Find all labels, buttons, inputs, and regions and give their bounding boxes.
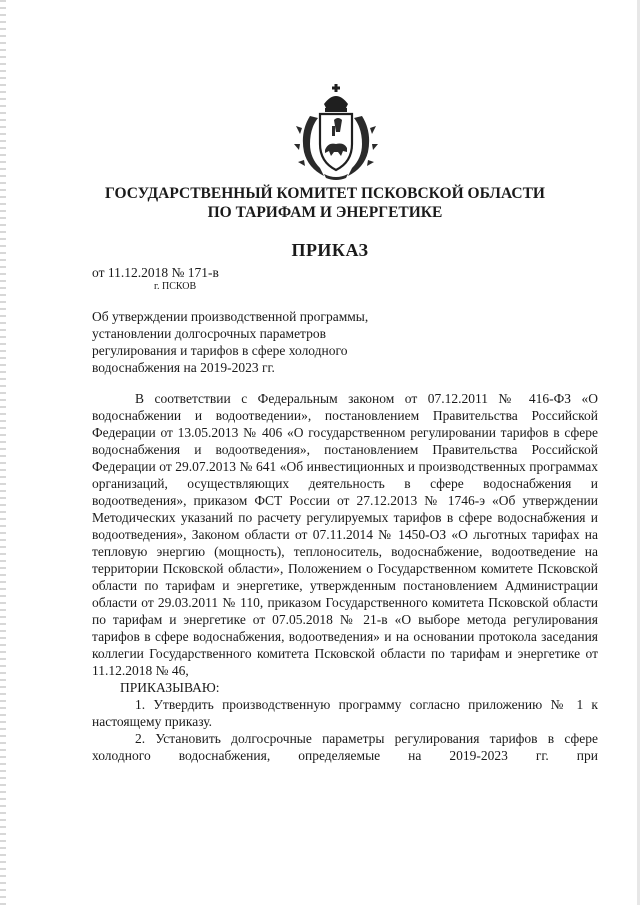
org-title-line2: ПО ТАРИФАМ И ЭНЕРГЕТИКЕ [207,204,443,221]
subject-line: установлении долгосрочных параметров [92,326,326,341]
org-title-line1: ГОСУДАРСТВЕННЫЙ КОМИТЕТ ПСКОВСКОЙ ОБЛАСТИ [104,185,545,202]
order-item-2: 2. Установить долгосрочные параметры регулирования тарифов в сфере холодного водоснабжения, определяемые на 2019-2023 гг. при [92,731,598,763]
subject-line: регулирования и тарифов в сфере холодного [92,343,348,358]
scan-edge-left [0,0,6,905]
order-item-1: 1. Утвердить производственную программу согласно приложению № 1 к настоящему приказу. [92,697,598,729]
doc-type-title: ПРИКАЗ [291,240,369,260]
preamble-paragraph: В соответствии с Федеральным законом от 07.12.2011 № 416-ФЗ «О водоснабжении и водоотведении», постановлением Правительства Российской Федерации от 13.05.2013 № 406 «О государственном регулировании тарифов в сфере водоснабжения и водоотведения», постановлением Правительства Российской Федерации от 29.07.2013 № 641 «Об инвестиционных и производственных программах организаций, осуществляющих деятельность в сфере водоснабжения и водоотведения», приказом ФСТ России от 27.12.2013 № 1746-э «Об утверждении Методических указаний по расчету регулируемых тарифов в сфере водоснабжения и водоотведения», Законом области от 07.11.2014 № 1450-ОЗ «О льготных тарифах на тепловую энергию (мощность), теплоноситель, водоснабжение, водоотведение на территории Псковской области», Положением о Государственном комитете Псковской области по тарифам и энергетике, утвержденным постановлением Администрации области от 29.03.2011 № 110, приказом Государственного комитета Псковской области по тарифам и энергетике от 07.05.2018 № 21-в «О выборе метода регулирования тарифов в сфере водоснабжения, водоотведения» и на основании протокола заседания коллегии Государственного комитета Псковской области по тарифам и энергетике от 11.12.2018 № 46, [92,391,598,678]
doc-date-number: от 11.12.2018 № 171-в [92,265,219,280]
pskov-coat-of-arms-icon [294,82,378,182]
order-word: ПРИКАЗЫВАЮ: [120,680,220,695]
subject-line: водоснабжения на 2019-2023 гг. [92,360,275,375]
doc-city: г. ПСКОВ [154,281,197,292]
doc-subject [92,308,368,376]
org-title [40,184,610,222]
doc-body [92,390,598,764]
subject-line: Об утверждении производственной программы, [92,309,369,324]
